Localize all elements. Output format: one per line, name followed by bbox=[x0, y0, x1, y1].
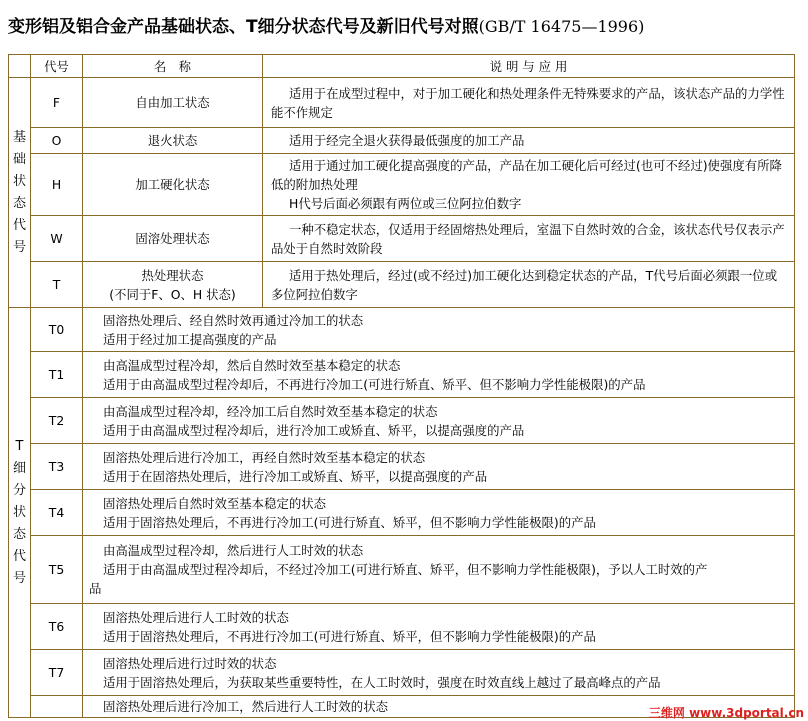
description-line: 固溶热处理后进行冷加工，再经自然时效至基本稳定的状态 bbox=[103, 449, 426, 465]
t-state-group-label bbox=[9, 308, 31, 718]
t-state-row bbox=[9, 604, 795, 650]
t-state-description bbox=[83, 536, 795, 604]
state-description bbox=[263, 128, 795, 154]
description-line: 适用于热处理后，经过(或不经过)加工硬化达到稳定状态的产品，T代号后面必须跟一位或多位阿拉伯数字 bbox=[271, 267, 778, 302]
header-blank bbox=[9, 55, 31, 78]
t-state-description bbox=[83, 398, 795, 444]
t-state-description bbox=[83, 650, 795, 696]
group-label-text: 基础状态代号 bbox=[12, 129, 26, 255]
description-line: 固溶热处理后、经自然时效再通过冷加工的状态 bbox=[103, 312, 364, 328]
state-code: W bbox=[31, 216, 83, 262]
state-name-text: 加工硬化状态 bbox=[135, 177, 210, 192]
header-desc: 说 明 与 应 用 bbox=[263, 55, 795, 78]
description-line: 品 bbox=[89, 581, 102, 596]
state-name bbox=[83, 154, 263, 216]
state-name bbox=[83, 216, 263, 262]
description-line: H代号后面必须跟有两位或三位阿拉伯数字 bbox=[289, 196, 522, 211]
description-line: 适用于由高温成型过程冷却后，进行冷加工或矫直、矫平，以提高强度的产品 bbox=[103, 422, 525, 438]
state-name bbox=[83, 128, 263, 154]
state-description bbox=[263, 262, 795, 308]
basic-state-row bbox=[9, 78, 795, 128]
description-line: 由高温成型过程冷却，然后自然时效至基本稳定的状态 bbox=[103, 357, 401, 373]
state-name-text: 热处理状态 bbox=[141, 267, 204, 283]
description-line: 一种不稳定状态，仅适用于经固熔热处理后，室温下自然时效的合金，该状态代号仅表示产品处于自然时效阶段 bbox=[271, 221, 785, 256]
state-name-text: 退火状态 bbox=[147, 133, 198, 148]
description-line: 适用于固溶热处理后，不再进行冷加工(可进行矫直、矫平，但不影响力学性能极限)的产品 bbox=[103, 514, 596, 530]
t-state-description bbox=[83, 444, 795, 490]
description-line: 适用于固溶热处理后，为获取某些重要特性，在人工时效时，强度在时效直线上越过了最高峰点的产品 bbox=[103, 674, 661, 690]
watermark-logo: 三维网 www.3dportal.cn bbox=[648, 706, 804, 720]
t-state-code bbox=[31, 696, 83, 718]
state-name bbox=[83, 78, 263, 128]
description-line: 适用于经过加工提高强度的产品 bbox=[103, 331, 277, 347]
t-state-description bbox=[83, 604, 795, 650]
t-state-row bbox=[9, 650, 795, 696]
basic-state-row bbox=[9, 262, 795, 308]
description-line: 适用于在固溶热处理后，进行冷加工或矫直、矫平，以提高强度的产品 bbox=[103, 468, 488, 484]
group-label-text: T细分状态代号 bbox=[12, 438, 26, 586]
basic-state-row bbox=[9, 128, 795, 154]
description-line: 适用于固溶热处理后，不再进行冷加工(可进行矫直、矫平，但不影响力学性能极限)的产品 bbox=[103, 628, 596, 644]
description-line: 固溶热处理后进行冷加工，然后进行人工时效的状态 bbox=[103, 699, 388, 714]
basic-state-row bbox=[9, 154, 795, 216]
state-name-note: (不同于F、O、H 状态) bbox=[109, 286, 236, 302]
t-state-row bbox=[9, 490, 795, 536]
header-code: 代号 bbox=[31, 55, 83, 78]
description-line: 由高温成型过程冷却，然后进行人工时效的状态 bbox=[103, 543, 364, 558]
t-state-code: T6 bbox=[31, 604, 83, 650]
table-header-row bbox=[9, 55, 795, 78]
state-name-text: 自由加工状态 bbox=[135, 95, 210, 110]
state-code: T bbox=[31, 262, 83, 308]
basic-state-group-label bbox=[9, 78, 31, 308]
description-line: 适用于通过加工硬化提高强度的产品，产品在加工硬化后可经过(也可不经过)使强度有所降低的附加热处理 bbox=[271, 158, 782, 192]
title-standard: (GB/T 16475—1996) bbox=[478, 17, 645, 36]
state-code: F bbox=[31, 78, 83, 128]
description-line: 适用于在成型过程中，对于加工硬化和热处理条件无特殊要求的产品，该状态产品的力学性能不作规定 bbox=[271, 85, 785, 120]
t-state-code: T4 bbox=[31, 490, 83, 536]
t-state-row bbox=[9, 308, 795, 352]
t-state-description bbox=[83, 352, 795, 398]
state-code: H bbox=[31, 154, 83, 216]
t-state-row bbox=[9, 352, 795, 398]
t-state-description bbox=[83, 308, 795, 352]
state-description bbox=[263, 154, 795, 216]
t-state-code: T2 bbox=[31, 398, 83, 444]
header-name: 名 称 bbox=[83, 55, 263, 78]
t-state-code: T5 bbox=[31, 536, 83, 604]
state-description bbox=[263, 216, 795, 262]
title-text: 变形铝及铝合金产品基础状态、T细分状态代号及新旧代号对照 bbox=[8, 17, 479, 37]
t-state-row bbox=[9, 398, 795, 444]
description-line: 由高温成型过程冷却，经冷加工后自然时效至基本稳定的状态 bbox=[103, 403, 438, 419]
state-description bbox=[263, 78, 795, 128]
t-state-code: T7 bbox=[31, 650, 83, 696]
t-state-row bbox=[9, 444, 795, 490]
description-line: 固溶热处理后进行过时效的状态 bbox=[103, 655, 277, 671]
state-name bbox=[83, 262, 263, 308]
t-state-description bbox=[83, 490, 795, 536]
t-state-code: T1 bbox=[31, 352, 83, 398]
page-title bbox=[8, 10, 803, 44]
state-name-text: 固溶处理状态 bbox=[135, 231, 210, 246]
description-line: 固溶热处理后进行人工时效的状态 bbox=[103, 609, 289, 625]
description-line: 固溶热处理后自然时效至基本稳定的状态 bbox=[103, 495, 327, 511]
t-state-row bbox=[9, 536, 795, 604]
state-code: O bbox=[31, 128, 83, 154]
description-line: 适用于由高温成型过程冷却后，不再进行冷加工(可进行矫直、矫平、但不影响力学性能极限)的产品 bbox=[103, 376, 646, 392]
t-state-code: T0 bbox=[31, 308, 83, 352]
state-code-table bbox=[8, 54, 795, 718]
description-line: 适用于经完全退火获得最低强度的加工产品 bbox=[289, 133, 525, 148]
t-state-code: T3 bbox=[31, 444, 83, 490]
basic-state-row bbox=[9, 216, 795, 262]
description-line: 适用于由高温成型过程冷却后，不经过冷加工(可进行矫直、矫平，但不影响力学性能极限)，予以人工时效的产 bbox=[103, 562, 708, 577]
